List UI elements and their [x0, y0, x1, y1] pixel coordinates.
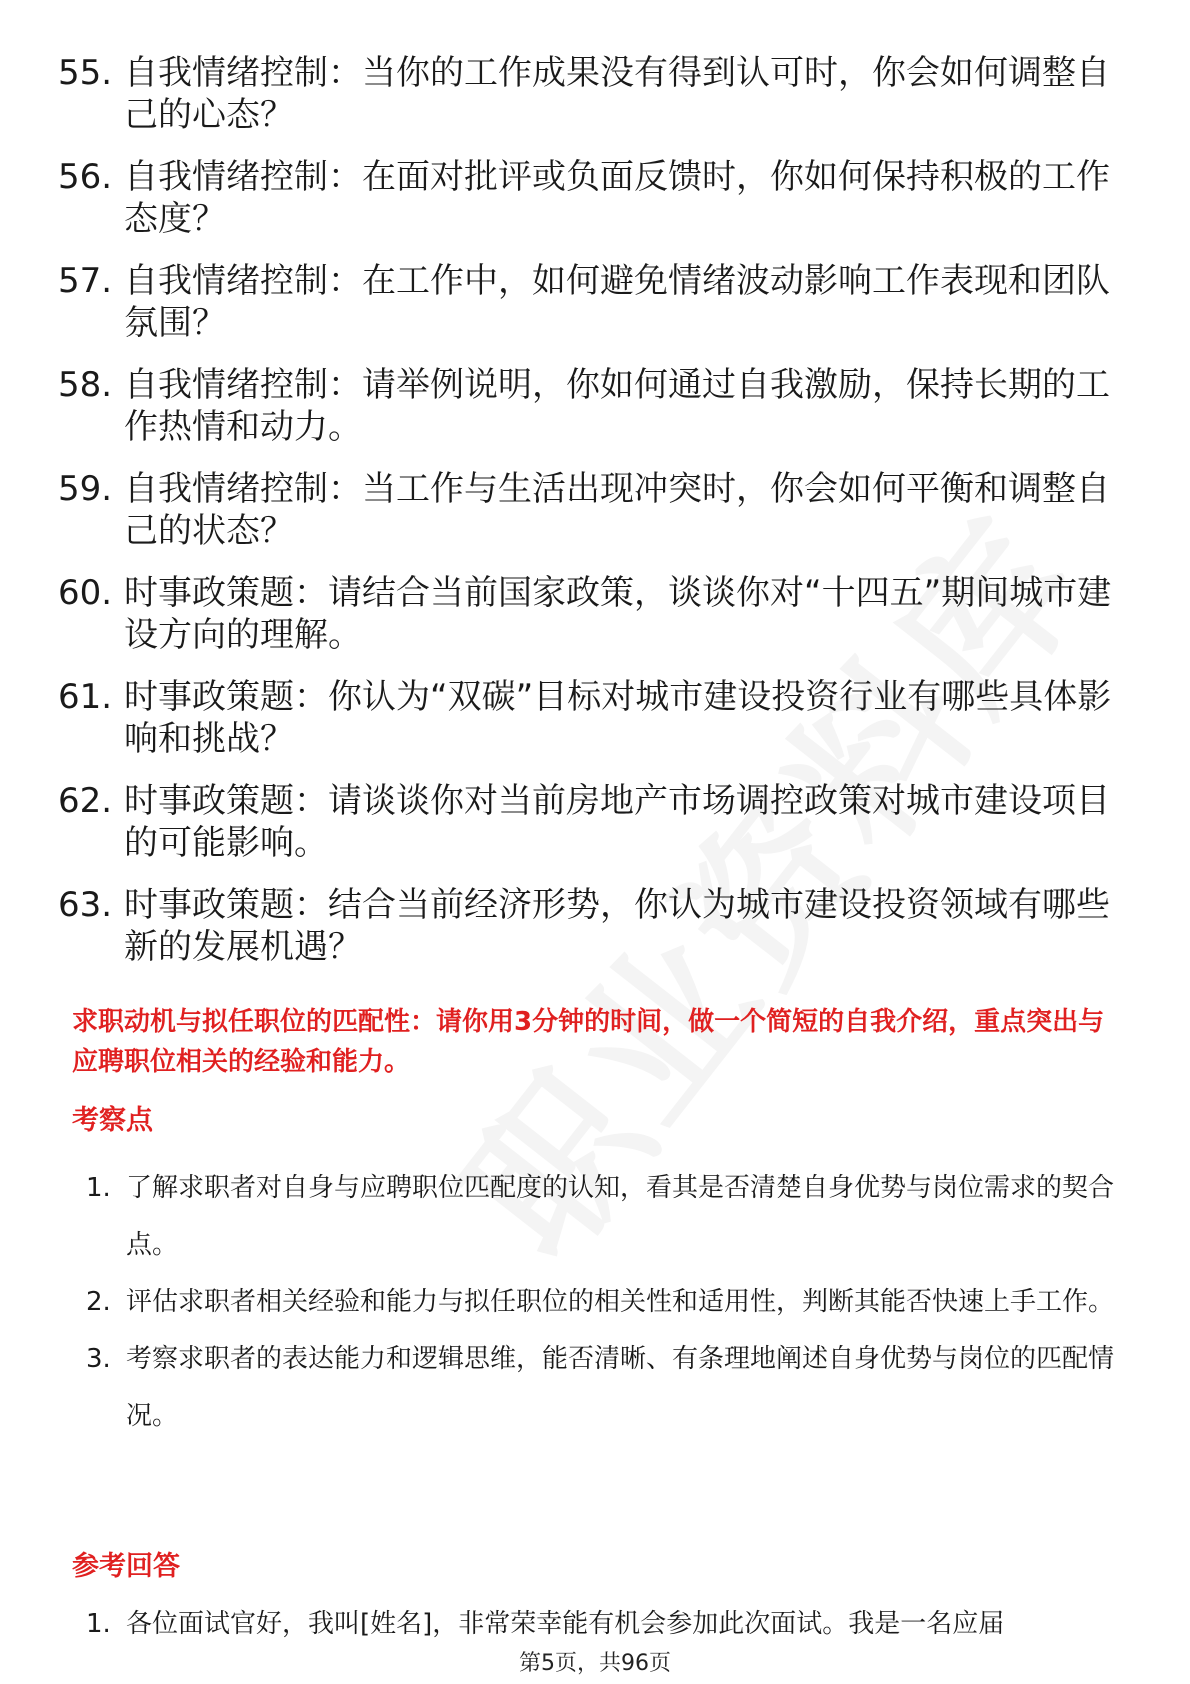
examination-points-list [86, 1160, 1116, 1445]
question-item [58, 156, 1138, 240]
list-item [86, 1331, 1116, 1445]
question-item [58, 676, 1138, 760]
featured-question: 求职动机与拟任职位的匹配性：请你用3分钟的时间，做一个简短的自我介绍，重点突出与应聘职位相关的经验和能力。 [72, 1007, 1105, 1077]
question-text: 时事政策题：结合当前经济形势，你认为城市建设投资领域有哪些新的发展机遇？ [124, 885, 1110, 967]
question-number: 55. [58, 53, 113, 93]
question-item [58, 364, 1138, 448]
question-item [58, 884, 1138, 968]
question-text: 自我情绪控制：当你的工作成果没有得到认可时，你会如何调整自己的心态？ [124, 53, 1110, 135]
list-item-number: 2. [86, 1287, 111, 1317]
question-number: 56. [58, 157, 113, 197]
question-number: 63. [58, 885, 113, 925]
question-list [58, 52, 1138, 988]
question-item [58, 468, 1138, 552]
question-number: 58. [58, 365, 113, 405]
question-item [58, 572, 1138, 656]
question-number: 59. [58, 469, 113, 509]
page-footer: 第5页，共96页 [519, 1651, 671, 1676]
question-text: 自我情绪控制：在工作中，如何避免情绪波动影响工作表现和团队氛围？ [124, 261, 1110, 343]
list-item [86, 1160, 1116, 1274]
answer-item-text: 各位面试官好，我叫[姓名]，非常荣幸能有机会参加此次面试。我是一名应届 [126, 1609, 1005, 1638]
question-number: 61. [58, 677, 113, 717]
examination-points-heading: 考察点 [72, 1105, 153, 1136]
question-number: 62. [58, 781, 113, 821]
question-text: 自我情绪控制：在面对批评或负面反馈时，你如何保持积极的工作态度？ [124, 157, 1110, 239]
question-text: 时事政策题：请结合当前国家政策，谈谈你对“十四五”期间城市建设方向的理解。 [124, 573, 1112, 655]
list-item-text: 了解求职者对自身与应聘职位匹配度的认知，看其是否清楚自身优势与岗位需求的契合点。 [126, 1173, 1115, 1260]
list-item-number: 3. [86, 1344, 111, 1374]
question-item [58, 52, 1138, 136]
list-item-text: 考察求职者的表达能力和逻辑思维，能否清晰、有条理地阐述自身优势与岗位的匹配情况。 [126, 1344, 1115, 1431]
answer-item-number: 1. [86, 1609, 111, 1638]
question-text: 时事政策题：请谈谈你对当前房地产市场调控政策对城市建设项目的可能影响。 [124, 781, 1110, 863]
question-text: 自我情绪控制：请举例说明，你如何通过自我激励，保持长期的工作热情和动力。 [124, 365, 1110, 447]
question-number: 57. [58, 261, 113, 301]
question-number: 60. [58, 573, 113, 613]
reference-answer-heading: 参考回答 [72, 1551, 180, 1582]
question-text: 时事政策题：你认为“双碳”目标对城市建设投资行业有哪些具体影响和挑战？ [124, 677, 1112, 759]
question-item [58, 780, 1138, 864]
list-item-text: 评估求职者相关经验和能力与拟任职位的相关性和适用性，判断其能否快速上手工作。 [126, 1287, 1115, 1317]
question-text: 自我情绪控制：当工作与生活出现冲突时，你会如何平衡和调整自己的状态？ [124, 469, 1110, 551]
question-item [58, 260, 1138, 344]
list-item-number: 1. [86, 1173, 111, 1203]
reference-answer-first-item [86, 1604, 1116, 1638]
list-item [86, 1274, 1116, 1331]
